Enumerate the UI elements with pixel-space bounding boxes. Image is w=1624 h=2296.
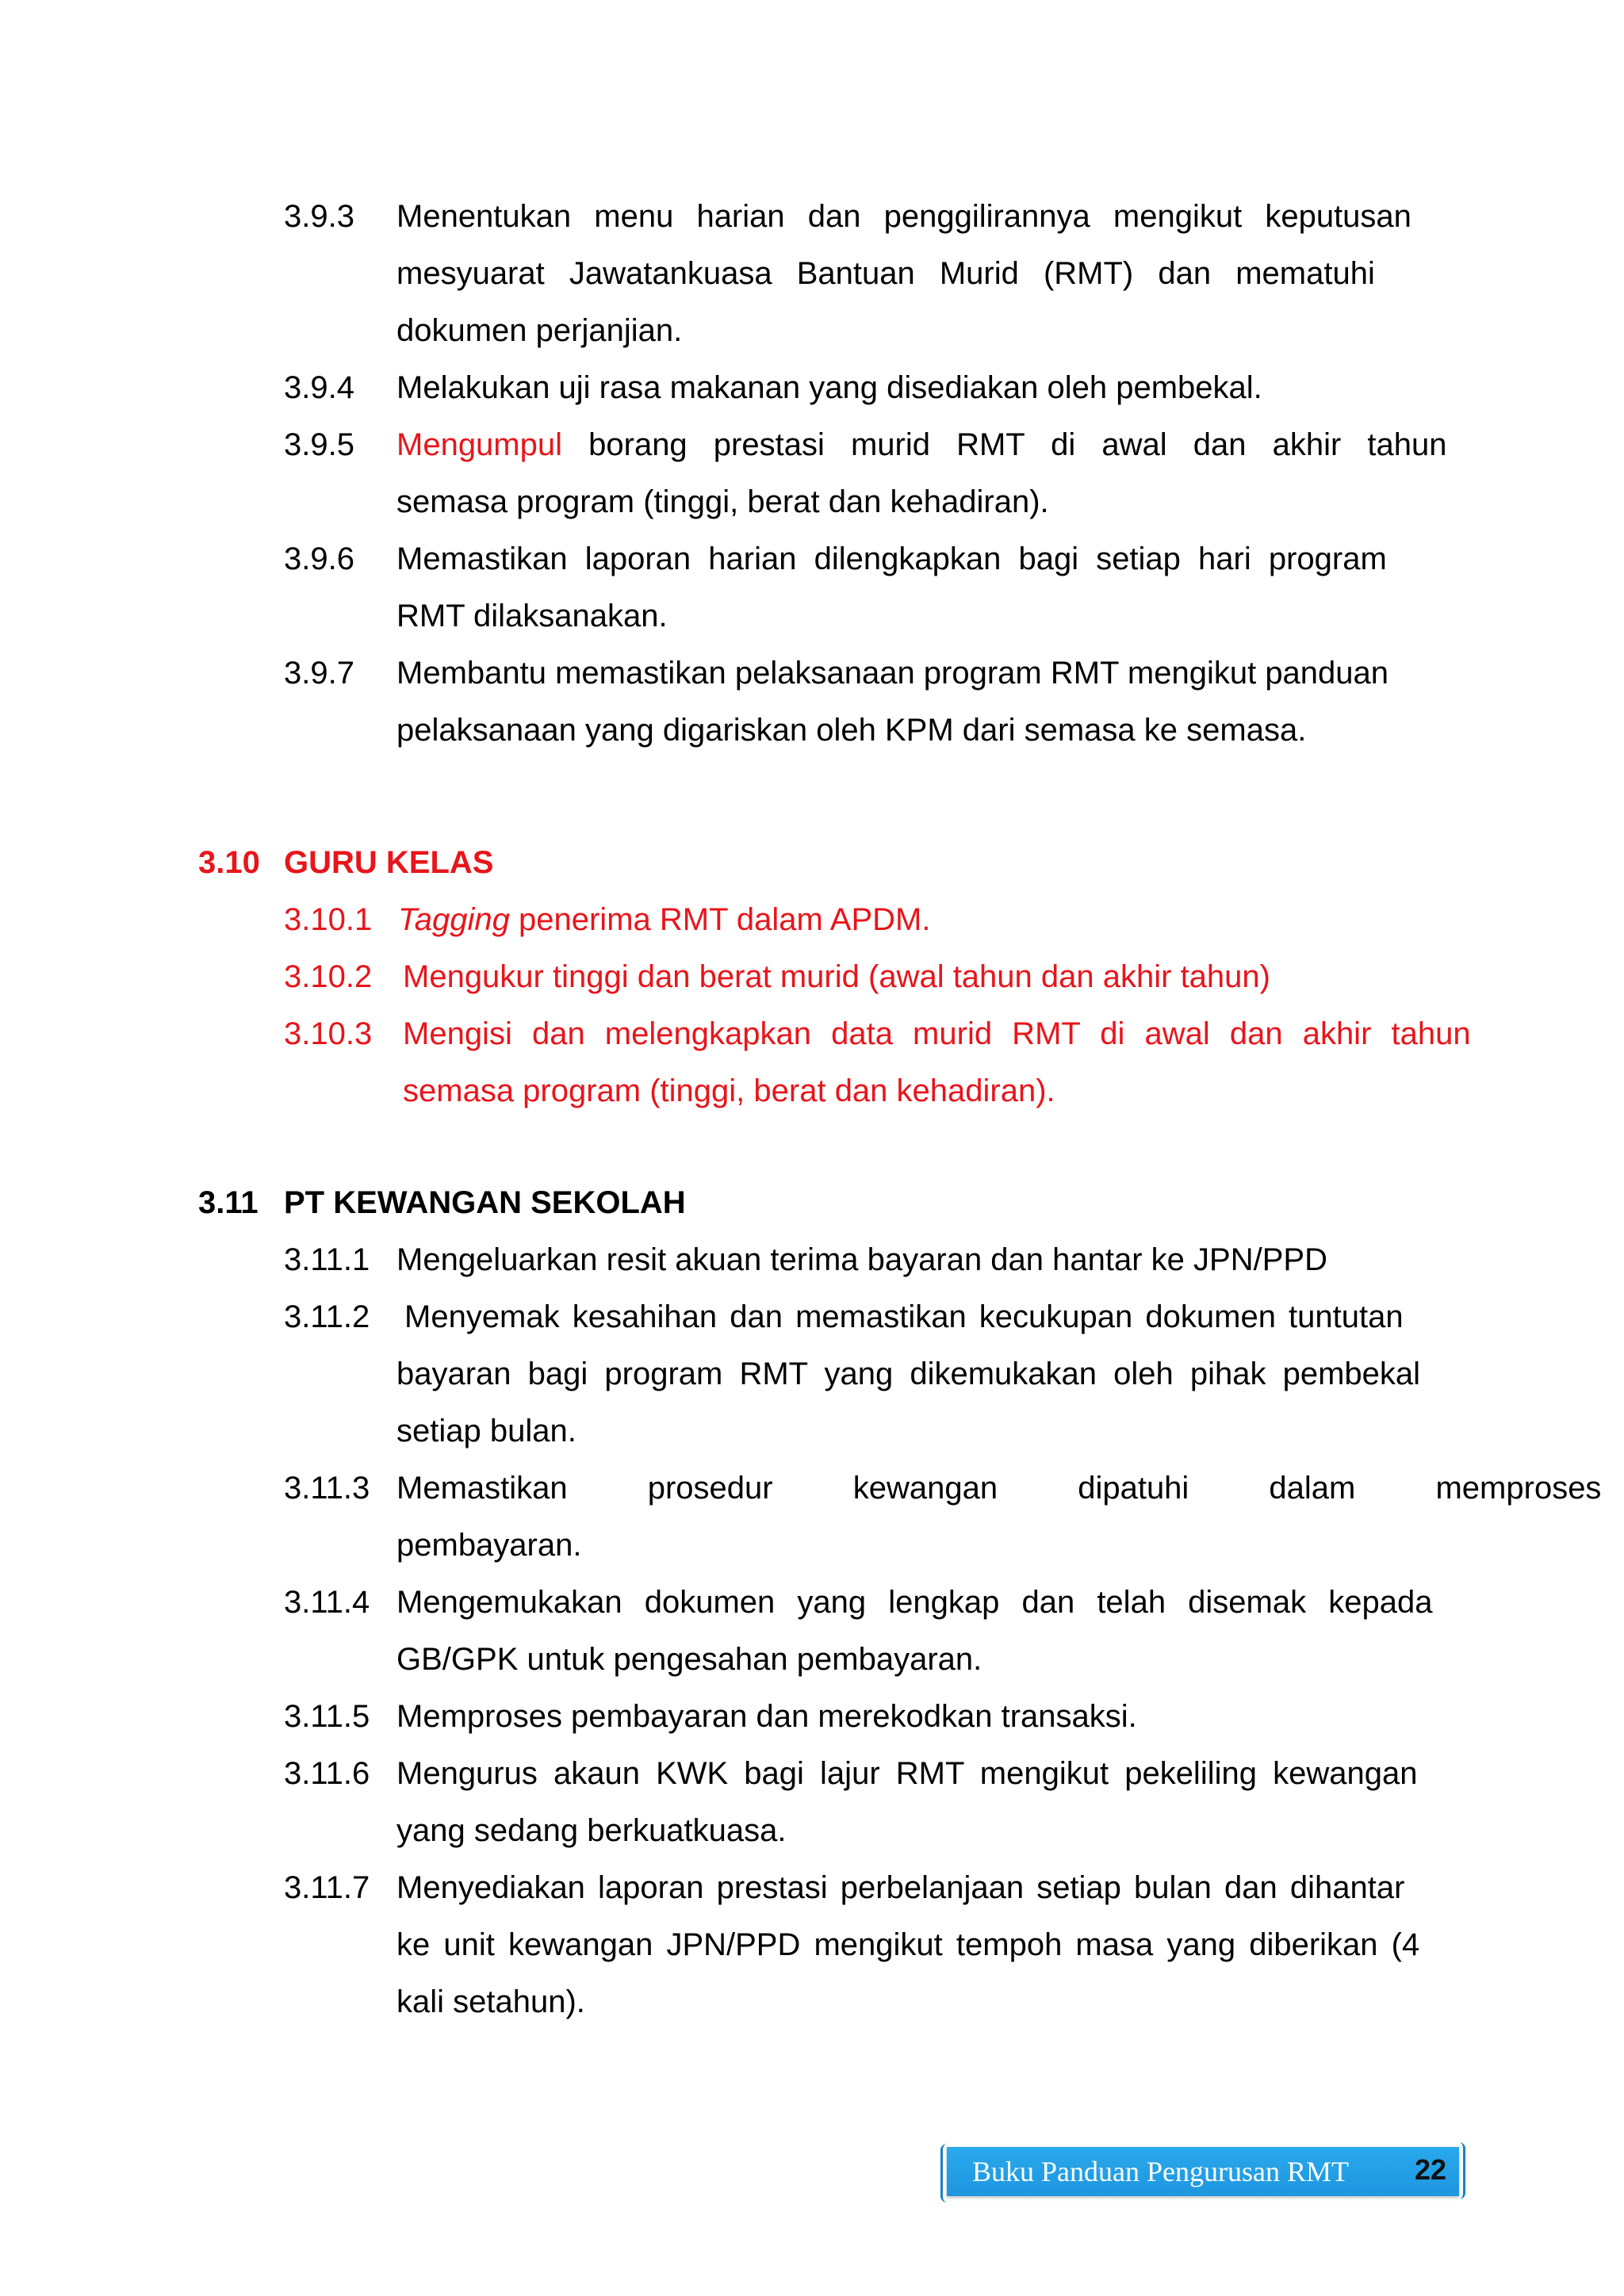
list-item <box>284 1697 370 1735</box>
list-item <box>284 1241 370 1279</box>
item-text: ke unit kewangan JPN/PPD mengikut tempoh masa yang diberikan (4 <box>396 1927 1420 1962</box>
item-text: Menyediakan laporan prestasi perbelanjaan setiap bulan dan dihantar <box>396 1870 1405 1905</box>
item-text: Mengisi dan melengkapkan data murid RMT di awal dan akhir tahun <box>403 1016 1471 1051</box>
item-text: Menyemak kesahihan dan memastikan kecukupan dokumen tuntutan <box>404 1299 1404 1334</box>
list-item <box>284 901 372 939</box>
item-text-line <box>396 1812 786 1850</box>
footer-title: Buku Panduan Pengurusan RMT <box>972 2156 1349 2187</box>
highlighted-word: Mengumpul <box>396 427 563 462</box>
item-text-line <box>398 901 930 939</box>
item-number: 3.10.2 <box>284 959 373 994</box>
item-number: 3.10.1 <box>284 902 373 937</box>
item-text: Mengukur tinggi dan berat murid (awal tahun dan akhir tahun) <box>403 959 1270 994</box>
item-text: Memproses pembayaran dan merekodkan transaksi. <box>396 1699 1137 1734</box>
item-text: penerima RMT dalam APDM. <box>509 902 931 937</box>
item-text: kali setahun). <box>396 1984 585 2019</box>
section-heading <box>198 844 260 882</box>
item-text-line <box>396 540 1387 578</box>
page-number: 22 <box>1415 2153 1447 2186</box>
item-number: 3.11.6 <box>284 1756 370 1791</box>
item-number: 3.11.5 <box>284 1699 370 1734</box>
banner-curl-right <box>1452 2142 1465 2199</box>
item-text-line <box>396 1412 576 1450</box>
banner-body <box>947 2147 1459 2196</box>
section-number: 3.11 <box>198 1185 259 1220</box>
section-heading <box>284 844 493 882</box>
list-item <box>284 540 354 578</box>
section-title: GURU KELAS <box>284 845 494 880</box>
item-text: Mengemukakan dokumen yang lengkap dan telah disemak kepada <box>396 1585 1433 1620</box>
item-text: semasa program (tinggi, berat dan kehadiran). <box>396 484 1049 519</box>
item-text: Mengurus akaun KWK bagi lajur RMT mengikut pekeliling kewangan <box>396 1756 1418 1791</box>
item-text-line <box>396 1640 982 1678</box>
item-text-line <box>396 312 682 350</box>
item-text: Memastikan laporan harian dilengkapkan bagi setiap hari program <box>396 541 1387 576</box>
item-number: 3.9.6 <box>284 541 354 576</box>
item-text: setiap bulan. <box>396 1414 576 1448</box>
item-text: bayaran bagi program RMT yang dikemukakan oleh pihak pembekal <box>396 1357 1421 1391</box>
item-text-line <box>396 197 1435 235</box>
item-text-line <box>403 958 1270 996</box>
item-text-line <box>403 1072 1055 1110</box>
item-text: borang prestasi murid RMT di awal dan akhir tahun <box>562 427 1447 462</box>
item-text-line <box>396 483 1049 521</box>
item-text-line <box>396 1697 1137 1735</box>
item-number: 3.9.4 <box>284 370 354 405</box>
item-text: Memastikan prosedur kewangan dipatuhi dalam memproses <box>396 1471 1602 1506</box>
list-item <box>284 958 372 996</box>
item-text-line <box>396 1583 1432 1621</box>
list-item <box>284 1583 370 1621</box>
item-text-line <box>396 1526 581 1564</box>
list-item <box>284 1755 370 1793</box>
item-text: Mengeluarkan resit akuan terima bayaran dan hantar ke JPN/PPD <box>396 1242 1327 1277</box>
footer-banner <box>940 2142 1465 2202</box>
list-item <box>284 426 354 464</box>
item-text: RMT dilaksanakan. <box>396 599 668 633</box>
section-heading <box>284 1184 686 1222</box>
item-text: pelaksanaan yang digariskan oleh KPM dari semasa ke semasa. <box>396 713 1307 748</box>
item-text-line <box>396 1926 1419 1964</box>
item-text-line <box>396 1869 1404 1907</box>
list-item <box>284 1298 370 1336</box>
item-text-line <box>403 1015 1471 1053</box>
item-text: yang sedang berkuatkuasa. <box>396 1813 787 1848</box>
item-number: 3.11.3 <box>284 1471 370 1506</box>
item-number: 3.11.2 <box>284 1299 370 1334</box>
list-item <box>284 1869 370 1907</box>
item-text-line <box>396 1755 1417 1793</box>
item-text: Melakukan uji rasa makanan yang disediakan oleh pembekal. <box>396 370 1262 405</box>
item-text-line <box>404 1298 1404 1336</box>
item-text-line <box>396 1469 1601 1507</box>
item-text-line <box>396 597 668 635</box>
section-title: PT KEWANGAN SEKOLAH <box>284 1185 686 1220</box>
item-text-line <box>396 426 1447 464</box>
item-text: dokumen perjanjian. <box>396 313 683 348</box>
list-item <box>284 1469 370 1507</box>
item-text-line <box>396 1241 1327 1279</box>
item-text-line <box>396 1355 1420 1393</box>
item-text-line <box>396 254 1375 293</box>
item-text: Membantu memastikan pelaksanaan program RMT mengikut panduan <box>396 656 1389 691</box>
item-number: 3.9.3 <box>284 199 354 234</box>
item-text-line <box>396 711 1306 749</box>
item-number: 3.9.5 <box>284 427 354 462</box>
item-number: 3.9.7 <box>284 656 354 691</box>
section-number: 3.10 <box>198 845 260 880</box>
item-number: 3.11.4 <box>284 1585 370 1620</box>
item-number: 3.10.3 <box>284 1016 373 1051</box>
item-text: mesyuarat Jawatankuasa Bantuan Murid (RMT) dan mematuhi <box>396 256 1375 291</box>
item-text: GB/GPK untuk pengesahan pembayaran. <box>396 1642 982 1677</box>
item-text: Menentukan menu harian dan penggilirannya mengikut keputusan <box>396 199 1411 234</box>
item-text: semasa program (tinggi, berat dan kehadiran). <box>403 1073 1055 1108</box>
item-number: 3.11.7 <box>284 1870 370 1905</box>
item-number: 3.11.1 <box>284 1242 370 1277</box>
list-item <box>284 1015 372 1053</box>
item-text-line <box>396 654 1388 692</box>
section-heading <box>198 1184 259 1222</box>
item-text: pembayaran. <box>396 1528 582 1563</box>
italic-term: Tagging <box>398 902 510 937</box>
list-item <box>284 654 354 692</box>
list-item <box>284 369 354 407</box>
item-text-line <box>396 1983 585 2021</box>
item-text-line <box>396 369 1262 407</box>
